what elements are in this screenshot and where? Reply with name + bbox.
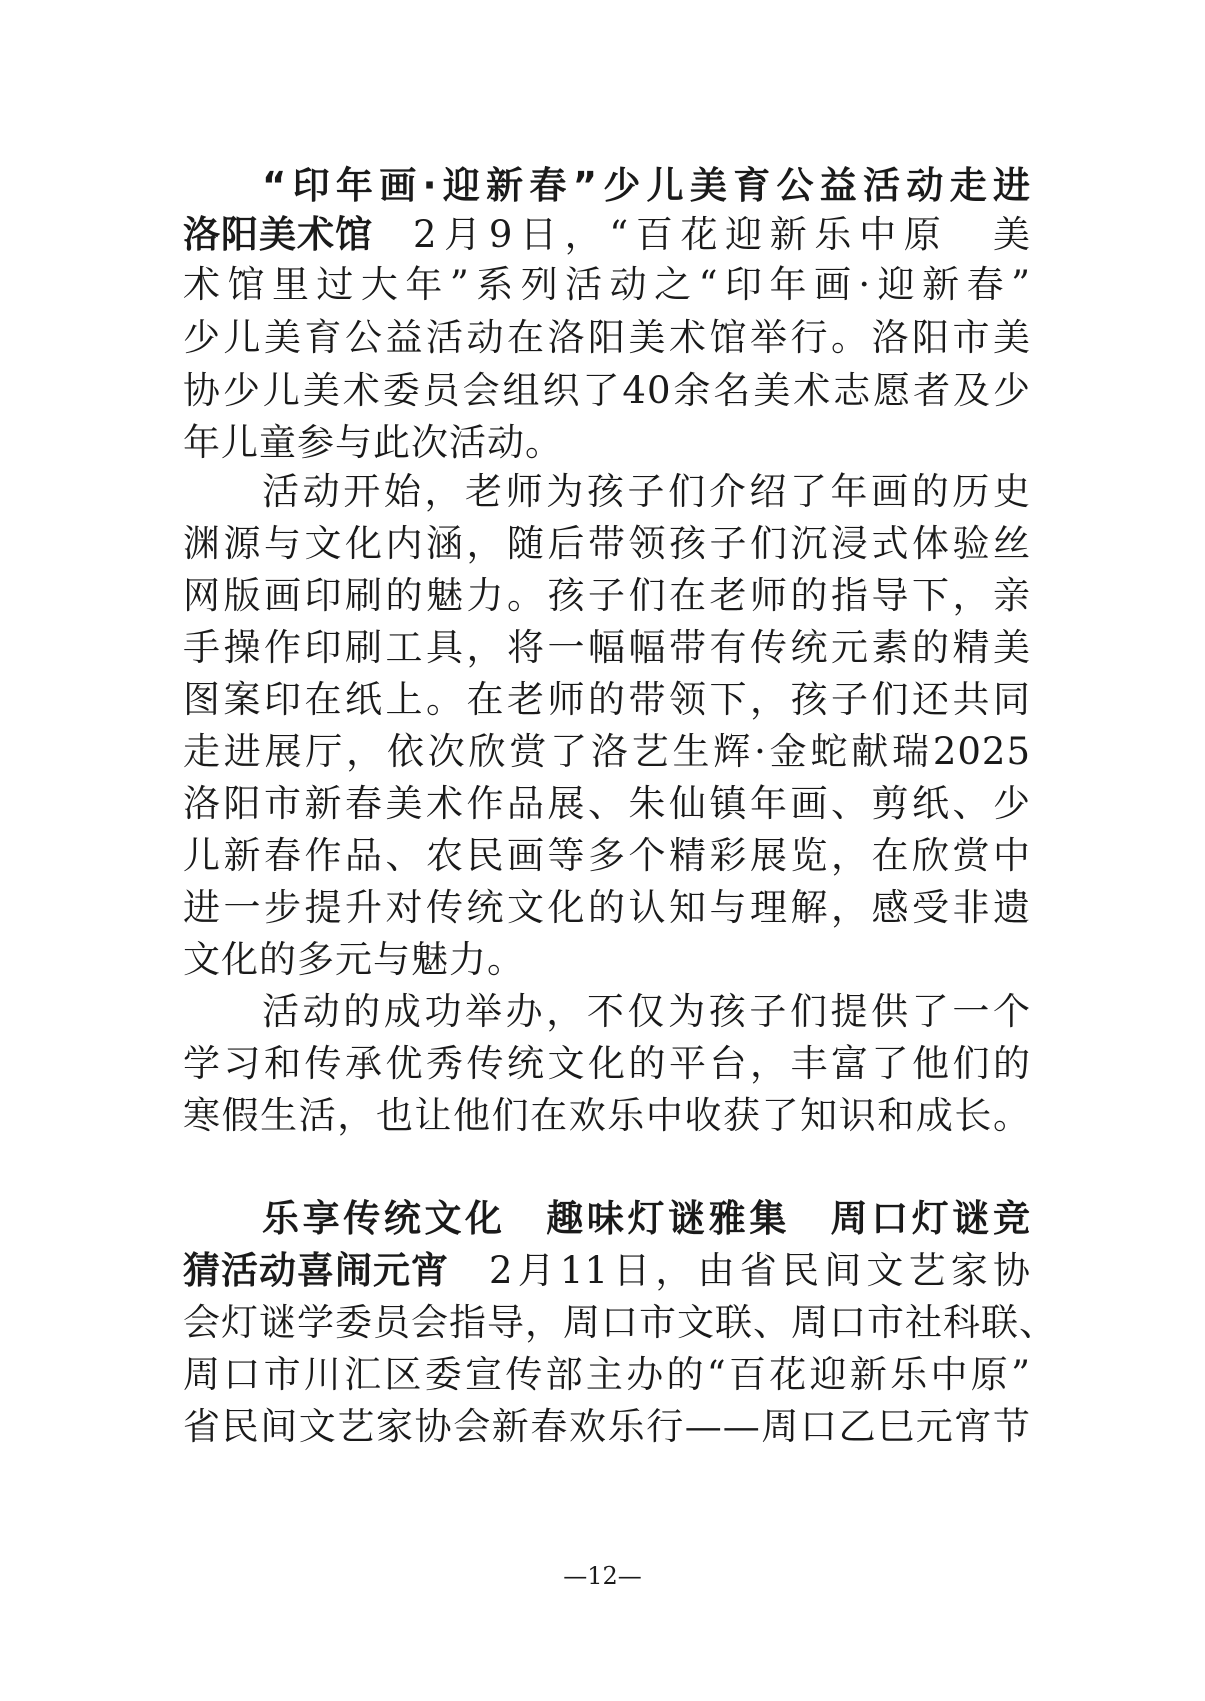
article1-body-line: 手操作印刷工具，将一幅幅带有传统元素的精美 <box>183 626 1031 669</box>
article2-heading-title-end: 猜活动喜闹元宵 <box>183 1249 449 1292</box>
article2-heading-line2 <box>183 1248 1031 1294</box>
article1-body-line: 网版画印刷的魅力。孩子们在老师的指导下，亲 <box>183 574 1031 617</box>
article1-body-line: 年儿童参与此次活动。 <box>183 421 563 464</box>
article2-body-line: 周口市川汇区委宣传部主办的“百花迎新乐中原” <box>183 1353 1031 1396</box>
article1-body-line: 洛阳市新春美术作品展、朱仙镇年画、剪纸、少 <box>183 782 1031 825</box>
article1-body-line: 少儿美育公益活动在洛阳美术馆举行。洛阳市美 <box>183 316 1031 359</box>
article1-body-line: 活动的成功举办，不仅为孩子们提供了一个 <box>262 990 1031 1033</box>
article1-heading-line1: “印年画·迎新春”少儿美育公益活动走进 <box>262 164 1031 207</box>
article1-body-line: 2月9日，“百花迎新乐中原 美 <box>413 213 1031 256</box>
article1-heading-title-end: 洛阳美术馆 <box>183 213 373 256</box>
article1-body-line: 寒假生活，也让他们在欢乐中收获了知识和成长。 <box>183 1094 1031 1137</box>
article1-body-line: 渊源与文化内涵，随后带领孩子们沉浸式体验丝 <box>183 522 1031 565</box>
article1-body-line: 走进展厅，依次欣赏了洛艺生辉·金蛇献瑞2025 <box>183 730 1031 773</box>
article1-body-line: 学习和传承优秀传统文化的平台，丰富了他们的 <box>183 1042 1031 1085</box>
article1-body-line: 儿新春作品、农民画等多个精彩展览，在欣赏中 <box>183 834 1031 877</box>
article1-body-line: 进一步提升对传统文化的认知与理解，感受非遗 <box>183 886 1031 929</box>
article1-body-line: 术馆里过大年”系列活动之“印年画·迎新春” <box>183 263 1031 306</box>
article1-body-line: 协少儿美术委员会组织了40余名美术志愿者及少 <box>183 369 1031 412</box>
page-number: —12— <box>563 1562 642 1590</box>
article1-body-line: 图案印在纸上。在老师的带领下，孩子们还共同 <box>183 678 1031 721</box>
article2-heading-line1: 乐享传统文化 趣味灯谜雅集 周口灯谜竞 <box>262 1197 1031 1240</box>
article1-body-line: 活动开始，老师为孩子们介绍了年画的历史 <box>262 470 1031 513</box>
article2-body-line: 2月11日，由省民间文艺家协 <box>489 1249 1031 1292</box>
article1-heading-line2 <box>183 212 1031 258</box>
article2-body-line: 省民间文艺家协会新春欢乐行——周口乙巳元宵节 <box>183 1405 1031 1448</box>
article2-body-line: 会灯谜学委员会指导，周口市文联、周口市社科联、 <box>183 1301 1057 1344</box>
article1-body-line: 文化的多元与魅力。 <box>183 938 525 981</box>
